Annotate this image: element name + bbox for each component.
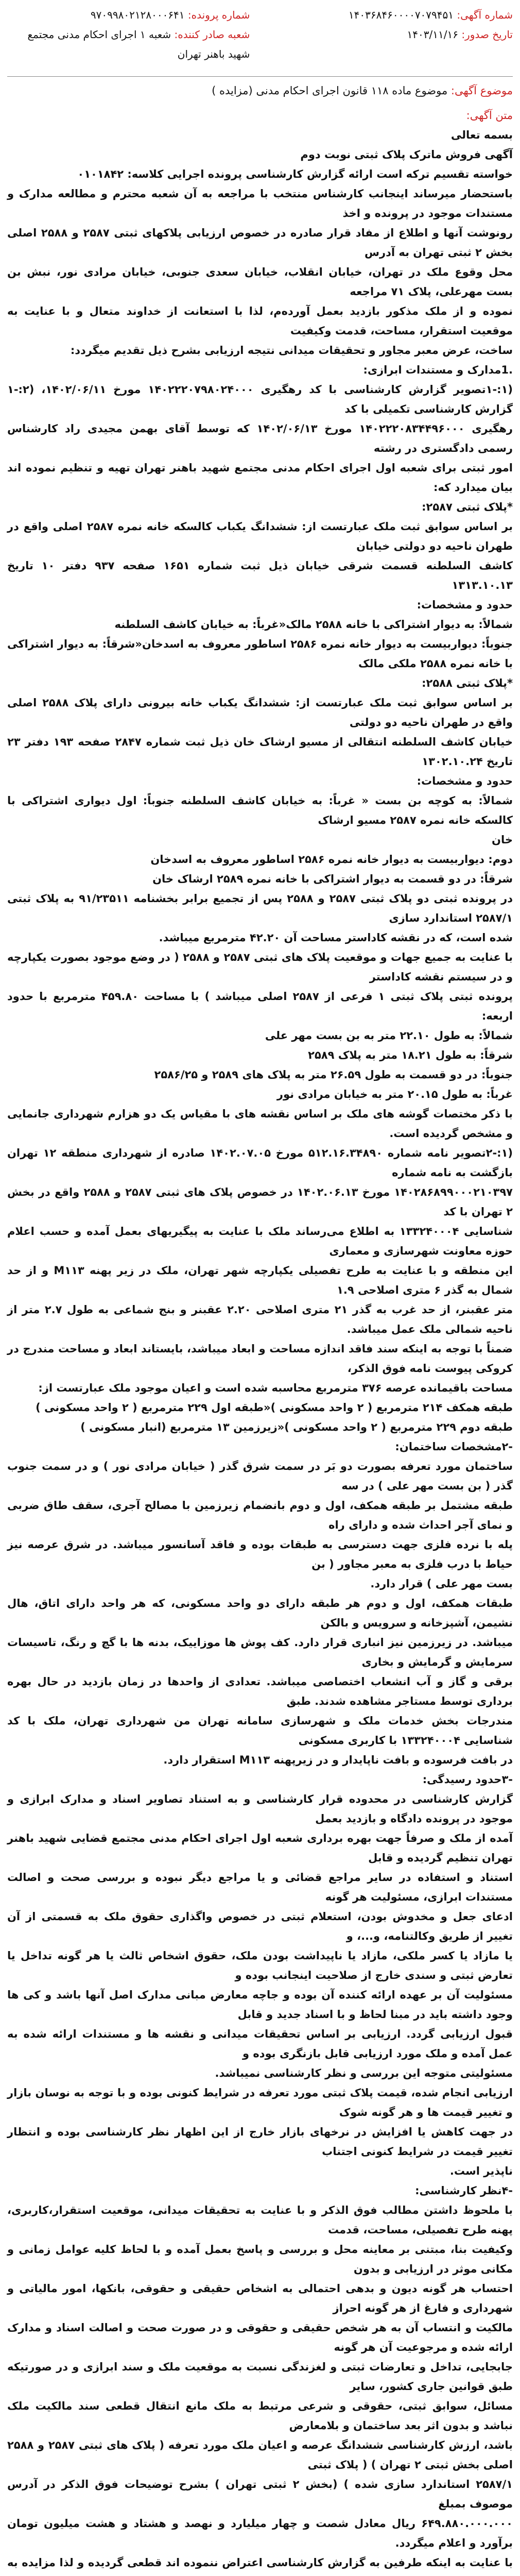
body-line: شمالاً: به کوچه بن بست « غرباً: به خیابان کاشف السلطنه جنوباً: اول دیواری اشتراکی با کالسکه خانه نمره ۲۵۸۷ مسیو ارشاک [7,794,513,826]
body-line: جنوباً: دیواربیست به دیوار خانه نمره ۲۵۸۶ اساطور معروف به اسدخان«شرقاً: به دیوار اشتراکی با خانه نمره ۲۵۸۸ ملکی مالک [7,638,513,670]
body-line: مالکیت و انتساب آن به هر شخص حقیقی و حقوقی و در صورت صحت و اصالت اسناد و مدارک ارائه شده و مرجوعیت آن هر گونه [7,2321,513,2353]
body-line: شناسایی ۱۳۳۲۴۰۰۰۴ به اطلاع می‌رساند ملک با عنایت به پیگیریهای بعمل آمده و حسب اعلام حوزه معاونت شهرسازی و معماری [7,1225,513,1257]
body-line: ساخت، عرض معبر مجاور و تحقیقات میدانی نتیجه ارزیابی بشرح ذیل تقدیم میگردد: [70,344,513,357]
body-line: یا مازاد یا کسر ملکی، مازاد یا ناپیداشت بودن ملک، حقوق اشخاص ثالث یا هر گونه تداخل یا تعارض ثبتی و سندی خارج از صلاحیت اینجانب بوده و [7,1950,513,1981]
issue-date-row [270,25,513,44]
body-line: رهگیری ۱۴۰۲۲۲۰۸۳۴۴۹۶۰۰۰ مورخ ۱۴۰۲/۰۶/۱۳ که توسط آقای بهمن مجیدی راد کارشناس رسمی دادگستری در رشته [7,422,513,454]
body-line: در بافت فرسوده و بافت ناپایدار و در زیرپهنه M۱۱۳ استقرار دارد. [163,1754,513,1766]
body-line: پله با نرده فلزی جهت دسترسی به طبقات بوده و فاقد آسانسور میباشد. در شرق عرصه نیز حیاط با درب فلزی به معبر مجاور ( بن [7,1538,513,1570]
branch-label: شعبه صادر کننده: [174,28,250,41]
body-line: شرقاً: به طول ۱۸.۲۱ متر به پلاک ۲۵۸۹ [308,1049,513,1061]
body-line: ضمناً با توجه به اینکه سند فاقد اندازه مساحت و ابعاد میباشد، بایستاند ابعاد و مساحت مندرج در کروکی پیوست نامه فوق الذکر، [7,1343,513,1375]
body-line: در جهت کاهش یا افزایش در نرخهای بازار خارج از این اظهار نظر کارشناسی بوده و انتظار تغییر قیمت در شرایط کنونی اجتناب [7,2126,513,2158]
body-line: *پلاک ثبتی ۲۵۸۷: [422,501,513,513]
body-line: جابجایی، تداخل و تعارضات ثبتی و لغزندگی نسبت به موقعیت ملک و سند ابرازی و در صورتیکه طبق قوانین جاری کشور، سایر [7,2361,513,2393]
body-line: بست مهر علی ) قرار دارد. [370,1578,513,1590]
body-line: مساحت باقیمانده عرصه ۳۷۶ مترمربع محاسبه شده است و اعیان موجود ملک عبارتست از: [38,1382,513,1394]
body-line: حدود و مشخصات: [417,775,513,787]
header-divider [7,76,513,77]
body-line: *پلاک ثبتی ۲۵۸۸: [422,677,513,689]
body-line: وکیفیت بنا، مبتنی بر معاینه محل و بررسی و پاسخ بعمل آمده و با لحاظ کلیه عوامل زمانی و مکانی موثر در ارزیابی و بدون [7,2243,513,2275]
body-line: غرباً: به طول ۲۰.۱۵ متر به خیابان مرادی نور [276,1088,513,1100]
body-line: طبقات همکف، اول و دوم هر طبقه دارای دو واحد مسکونی، که هر واحد دارای اتاق، هال نشیمن، آشپزخانه و سرویس و بالکن [7,1597,513,1629]
body-line: استناد و استفاده در سایر مراجع قضائی و یا مراجع دیگر نبوده و بررسی صحت و اصالت مستندات ابرازی، مسئولیت هر گونه [7,1871,513,1903]
body-line: مندرجات بخش خدمات ملک و شهرسازی سامانه تهران من شهرداری تهران، ملک با کد شناسایی ۱۳۳۲۴۰۰۰۴ با کاربری مسکونی [7,1715,513,1747]
subject-label: موضوع آگهی: [450,84,513,97]
body-line: باستحضار میرساند اینجانب کارشناس منتخب با مراجعه به آن شعبه محترم و مطالعه مدارک و مستندات موجود در پرونده و اخذ [7,188,513,219]
body-line: حدود و مشخصات: [417,599,513,611]
body-line: آگهی فروش ماترک پلاک ثبتی نوبت دوم [300,148,513,161]
body-line: .1مدارک و مستندات ابرازی: [363,364,513,376]
body-line: این منطقه و با عنایت به طرح تفصیلی یکپارچه شهر تهران، ملک در زیر پهنه M۱۱۳ و از حد شمال به گذر ۶ متری اصلاحی ۱.۹ [7,1264,513,1296]
issue-date-value: ۱۴۰۳/۱۱/۱۶ [407,28,458,41]
case-number-value: ۹۷۰۹۹۸۰۲۱۲۸۰۰۰۶۴۱ [90,9,185,21]
body-line: ادعای جعل و مخدوش بودن، استعلام ثبتی در خصوص واگذاری حقوق ملک به قسمتی از آن تغییر از طریق وکالتنامه، و...، و [7,1910,513,1942]
body-line: مسئولیت آن بر عهده ارائه کننده آن بوده و جاچه معارض مبانی مدارک اصل آنها باشد و کی ها وجود داشته باید در مبنا لحاظ و با اسناد جدید و قابل [7,1989,513,2021]
body-line: -۳حدود رسیدگی: [422,1773,513,1786]
body-line: نموده و از ملک مذکور بازدید بعمل آورده‌م، لذا با استعانت از خداوند متعال و با عنایت به موقعیت استقرار، مساحت، قدمت وکیفیت [7,305,513,337]
body-line: با عنایت به جمیع جهات و موقعیت پلاک های ثبتی ۲۵۸۷ و ۲۵۸۸ ( در وضع موجود بصورت یکپارچه و در سیستم نقشه کاداستر [7,951,513,983]
body-line: جنوباً: در دو قسمت به طول ۲۶.۵۹ متر به پلاک های ۲۵۸۹ و ۲۵۸۶/۲۵ [154,1069,513,1081]
branch-value: شعبه ۱ اجرای احکام مدنی مجتمع شهید باهنر تهران [27,28,250,60]
body-line: خیابان کاشف السلطنه انتقالی از مسیو ارشاک خان ذیل ثبت شماره ۲۸۴۷ صفحه ۱۹۳ دفتر ۲۳ تاریخ ۱۳۰۲.۱۰.۲۴ [7,736,513,768]
subject-value: موضوع ماده ۱۱۸ قانون اجرای احکام مدنی (مزایده ) [212,84,448,97]
body-line: با ملحوظ داشتن مطالب فوق الذکر و با عنایت به تحقیقات میدانی، موقعیت استقرار،کاربری، پهنه طرح تفصیلی، مساحت، قدمت [7,2204,513,2236]
body-line: بر اساس سوابق ثبت ملک عبارتست از: ششدانگ یکباب خانه بیرونی دارای پلاک ۲۵۸۸ اصلی واقع در طهران ناحیه دو دولتی [7,697,513,728]
body-line: شده است، که در نقشه کاداستر مساحت آن ۴۲.۲۰ مترمربع میباشد. [159,931,513,944]
case-number-row [7,5,250,25]
body-line: طبقه همکف ۲۱۴ مترمربع ( ۲ واحد مسکونی )«طبقه اول ۲۲۹ مترمربع ( ۲ واحد مسکونی ) [36,1401,513,1414]
body-line: امور ثبتی برای شعبه اول اجرای احکام مدنی مجتمع شهید باهنر تهران تهیه و تنظیم نموده اند بیان میدارد که: [7,462,513,494]
body-line: -۲مشخصات ساختمان: [395,1440,513,1453]
notice-number-row [270,5,513,25]
body-line: با عنایت به اینکه طرفین به گزارش کارشناسی اعتراض ننموده اند قطعی گردیده و لذا مزایده به [7,2556,513,2569]
body-line: مسئولیتی متوجه این بررسی و نظر کارشناسی نمیباشد. [215,2067,513,2079]
body-line: (۱:-۲تصویر نامه شماره ۵۱۲.۱۶.۳۴۸۹۰ مورخ ۱۴۰۲.۰۷.۰۵ صادره از شهرداری منطقه ۱۲ تهران بازگشت به نامه شماره [7,1147,513,1179]
body-line: گزارش کارشناسی در محدوده قرار کارشناسی و به استناد تصاویر اسناد و مدارک ابرازی و موجود در پرونده دادگاه و بازدید بعمل [7,1793,513,1825]
body-line: احتساب هر گونه دیون و بدهی احتمالی به اشخاص حقیقی و حقوقی، بانکها، امور مالیاتی و شهرداری و فارغ از هر گونه احراز [7,2282,513,2314]
body-line: شمالاً: به دیوار اشتراکی با خانه ۲۵۸۸ مالک«غرباً: به خیابان کاشف السلطنه [114,618,513,631]
body-line: برقی و گاز و آب انشعاب اختصاصی میباشد. تعدادی از واحدها در زمان بازدید در حال بهره برداری توسط مستاجر مشاهده شدند. طبق [7,1675,513,1707]
header-right [270,5,513,64]
body-line: (۱:-۱تصویر گزارش کارشناسی با کد رهگیری ۱۴۰۲۲۲۰۷۹۸۰۲۴۰۰۰ مورخ ۱۴۰۲/۰۶/۱۱، (۲:-۱ گزارش کارشناسی تکمیلی با کد [7,383,513,415]
body-line: بر اساس سوابق ثبت ملک عبارتست از: ششدانگ یکباب کالسکه خانه نمره ۲۵۸۷ اصلی واقع در طهران ناحیه دو دولتی خیابان [7,520,513,552]
body-line: متر عقبنر، از حد غرب به گذر ۲۱ متری اصلاحی ۲.۲۰ عقبنر و بنج شماعی به طول ۲.۷ متر از ناحیه شمالی ملک عمل میباشد. [7,1303,513,1335]
body-line: میباشد. در زیرزمین نیز انباری قرار دارد. کف پوش ها موزاییک، بدنه ها با گچ و رنگ، تاسیسات سرمایش و گرمایش و بخاری [7,1636,513,1668]
body-line: ۶۴۹.۸۸۰.۰۰۰.۰۰۰ ریال معادل شصت و چهار میلیارد و نهصد و هشتاد و هشت میلیون تومان برآورد و اعلام میگردد. [7,2517,513,2549]
body-line: شمالاً: به طول ۲۲.۱۰ متر به بن بست مهر علی [265,1029,513,1042]
body-line: در پرونده ثبتی دو پلاک ثبتی ۲۵۸۷ و ۲۵۸۸ پس از تجمیع برابر بخشنامه ۹۱/۲۳۵۱۱ به پلاک ثبتی ۲۵۸۷/۱ استاندارد سازی [7,892,513,924]
text-label-row [7,106,513,125]
body-line: مسائل، سوابق ثبتی، حقوقی و شرعی مرتبط به ملک مانع انتقال قطعی سند مالکیت ملک نباشد و بدون اثر بعد ساختمان و بلامعارض [7,2400,513,2432]
body-line: رونوشت آنها و اطلاع از مفاد قرار صادره در خصوص ارزیابی پلاکهای ثبتی ۲۵۸۷ و ۲۵۸۸ اصلی بخش ۲ ثبتی تهران به آدرس [7,227,513,259]
body-line: -۴نظر کارشناسی: [415,2184,513,2197]
body-line: کاشف السلطنه قسمت شرقی خیابان ذیل ثبت شماره ۱۶۵۱ صفحه ۹۳۷ دفتر ۱۰ تاریخ ۱۳۱۳.۱۰.۱۳ [7,560,513,591]
notice-number-label: شماره آگهی: [457,9,513,21]
body-line: پرونده ثبتی پلاک ثبتی ۱ فرعی از ۲۵۸۷ اصلی میباشد ) با مساحت ۴۵۹.۸۰ مترمربع با حدود اربعه: [7,990,513,1022]
text-label: متن آگهی: [466,109,513,122]
body-line: محل وقوع ملک در تهران، خیابان انقلاب، خیابان سعدی جنوبی، خیابان مرادی نور، نبش بن بست مهرعلی، پلاک ۷۱ مراجعه [7,266,513,298]
header-left [7,5,250,64]
body-line: آمده از ملک و صرفاً جهت بهره برداری شعبه اول اجرای احکام مدنی مجتمع قضایی شهید باهنر تهران تنظیم گردیده و قابل [7,1832,513,1864]
case-number-label: شماره پرونده: [187,9,250,21]
body-line: با ذکر مختصات گوشه های ملک بر اساس نقشه های با مقیاس یک دو هزارم شهرداری جانمایی و مشخص گردیده است. [7,1108,513,1140]
body-line: ۱۴۰۲۸۶۸۹۹۰۰۰۲۱۰۳۹۷ مورخ ۱۴۰۲.۰۶.۱۳ در خصوص پلاک های ثبتی ۲۵۸۷ و ۲۵۸۸ واقع در بخش ۲ تهران با کد [7,1186,513,1218]
subject-row [7,81,513,100]
body-line: شرقاً: در دو قسمت به دیوار اشتراکی با خانه نمره ۲۵۸۹ ارشاک خان [152,873,513,885]
notice-number-value: ۱۴۰۳۶۸۴۶۰۰۰۰۷۰۷۹۴۵۱ [348,9,454,21]
body-line: باشد، ارزش کارشناسی ششدانگ عرصه و اعیان ملک مورد تعرفه ( پلاک های ثبتی ۲۵۸۷ و ۲۵۸۸ اصلی بخش ثبتی ۲ تهران ) ( پلاک ثبتی [7,2439,513,2471]
body-line: ارزیابی انجام شده، قیمت پلاک ثبتی مورد تعرفه در شرایط کنونی بوده و با توجه به نوسان بازار و تغییر قیمت ها و هر گونه شوک [7,2087,513,2119]
body-line: خان [492,834,513,846]
body-line: بسمه تعالی [450,129,513,141]
notice-body [7,125,513,2576]
body-line: طبقه دوم ۲۲۹ مترمربع ( ۲ واحد مسکونی )«زیرزمین ۱۳ مترمربع (انبار مسکونی ) [80,1421,513,1433]
body-line: دوم: دیواربیست به دیوار خانه نمره ۲۵۸۶ اساطور معروف به اسدخان [150,853,513,866]
issue-date-label: تاریخ صدور: [461,28,513,41]
branch-row [7,25,250,64]
body-line: طبقه مشتمل بر طبقه همکف، اول و دوم بانضمام زیرزمین با مصالح آجری، سقف طاق ضربی و نمای آجر احداث شده و دارای راه [7,1499,513,1531]
header [7,5,513,64]
body-line: قبول ارزیابی گردد. ارزیابی بر اساس تحقیقات میدانی و نقشه ها و مستندات ارائه شده به عمل آمده و ملک مورد ارزیابی قابل بازنگری بوده و [7,2028,513,2060]
body-line: ساختمان مورد تعرفه بصورت دو بَر در سمت شرق گذر ( خیابان مرادی نور ) و در سمت جنوب گذر ( بن بست مهر علی ) در سه [7,1460,513,1492]
body-line: ۲۵۸۷/۱ استاندارد سازی شده ) (بخش ۲ ثبتی تهران ) بشرح توضیحات فوق الذکر در آدرس موصوف بمبلغ [7,2478,513,2510]
body-line: ناپذیر است. [449,2165,513,2177]
body-line: خواسته تقسیم ترکه است ارائه گزارش کارشناسی پرونده اجرایی کلاسه: ۰۱۰۱۸۴۲ [77,168,513,180]
